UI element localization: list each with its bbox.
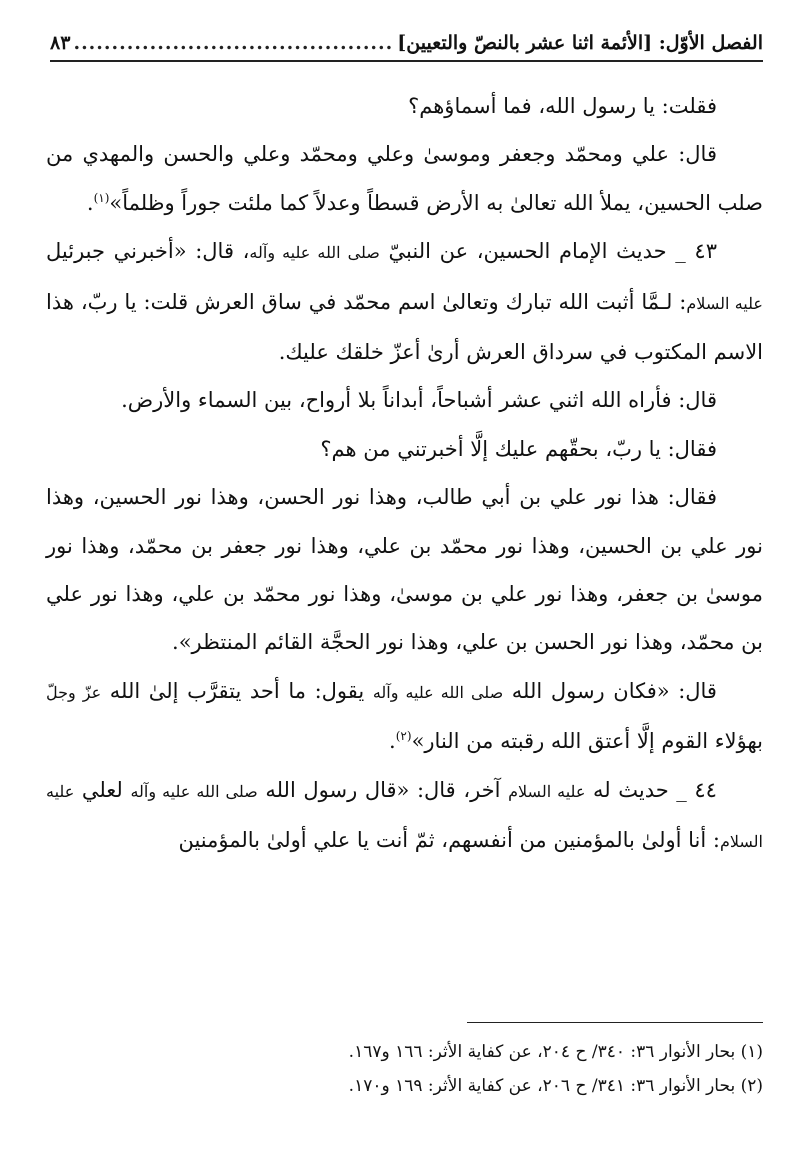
chapter-title: الفصل الأوّل: [الأئمة اثنا عشر بالنصّ والتعيين] xyxy=(397,32,763,54)
text-run: فقلت: يا رسول الله، فما أسماؤهم؟ xyxy=(408,94,717,118)
text-run: : لـمَّا أثبت الله تبارك وتعالىٰ اسم محمّد في ساق العرش قلت: يا ربّ، هذا الاسم المكتوب في سرداق العرش أرىٰ أعزّ خلقك عليك. xyxy=(46,289,763,365)
paragraph xyxy=(46,82,763,130)
main-text xyxy=(46,82,763,867)
text-run: فقال: هذا نور علي بن أبي طالب، وهذا نور الحسن، وهذا نور الحسين، وهذا نور علي بن الحسين، وهذا نور محمّد بن علي، وهذا نور جعفر بن محمّد، وهذا نور موسىٰ بن جعفر، وهذا نور علي بن موسىٰ، وهذا نور محمّد بن علي، وهذا نور علي بن محمّد، وهذا نور الحسن بن علي، وهذا نور الحجَّة القائم المنتظر». xyxy=(46,485,763,655)
footnote-separator xyxy=(467,1022,763,1023)
text-run: فقال: يا ربّ، بحقّهم عليك إلَّا أخبرتني من هم؟ xyxy=(320,436,717,461)
text-run: ٤٤ _ حديث له xyxy=(593,777,717,802)
paragraph xyxy=(46,425,763,473)
running-header xyxy=(50,26,763,62)
honorific-prophet: صلى الله عليه وآله xyxy=(130,781,258,801)
text-run: قال: فأراه الله اثني عشر أشباحاً، أبداناً بلا أرواح، بين السماء والأرض. xyxy=(121,388,717,413)
text-run: قال: علي ومحمّد وجعفر وموسىٰ وعلي ومحمّد وعلي والحسن والمهدي من صلب الحسين، يملأ الله تعالىٰ به الأرض قسطاً وعدلاً كما ملئت جوراً وظلماً» xyxy=(46,142,763,215)
footnotes xyxy=(46,1035,763,1103)
text-run: : أنا أولىٰ بالمؤمنين من أنفسهم، ثمّ أنت يا علي أولىٰ بالمؤمنين xyxy=(178,828,720,853)
paragraph xyxy=(46,766,763,867)
text-run: ٤٣ _ حديث الإمام الحسين، عن النبيّ xyxy=(388,239,717,264)
text-run: آخر، قال: «قال رسول الله xyxy=(265,777,501,802)
honorific-prophet: صلى الله عليه وآله xyxy=(249,243,380,263)
honorific-prophet: صلى الله عليه وآله xyxy=(372,682,504,702)
footnote: (١) بحار الأنوار ٣٦: ٣٤٠/ ح ٢٠٤، عن كفاية الأثر: ١٦٦ و١٦٧. xyxy=(348,1042,763,1062)
text-run: قال: «فكان رسول الله xyxy=(511,678,717,703)
text-run: ، قال: «أخبرني جبرئيل xyxy=(46,239,250,264)
text-run: يقول: ما أحد يتقرَّب إلىٰ الله xyxy=(109,678,365,703)
paragraph: قال: علي ومحمّد وجعفر وموسىٰ وعلي ومحمّد وعلي والحسن والمهدي من صلب الحسين، يملأ الله تعالىٰ به الأرض قسطاً وعدلاً كما ملئت جوراً وظلماً»$^{(١)}$. xyxy=(46,142,763,215)
paragraph xyxy=(46,227,763,376)
page-number: ٨٣ xyxy=(50,32,71,54)
footnote: (٢) بحار الأنوار ٣٦: ٣٤١/ ح ٢٠٦، عن كفاية الأثر: ١٦٩ و١٧٠. xyxy=(348,1076,763,1096)
text-run: بهؤلاء القوم إلَّا أعتق الله رقبته من النار» xyxy=(411,729,763,754)
paragraph: قال: «فكان رسول الله صلى الله عليه وآله يقول: ما أحد يتقرَّب إلىٰ الله عزّ وجلّ بهؤلاء القوم إلَّا أعتق الله رقبته من النار»$^{(٢)}$. xyxy=(46,678,763,754)
leader-dots xyxy=(74,26,393,60)
paragraph xyxy=(46,376,763,424)
paragraph xyxy=(46,473,763,667)
footnote-ref[interactable]: (١) xyxy=(93,190,110,205)
honorific-imam: عليه السلام xyxy=(686,293,763,313)
honorific-god: عزّ وجلّ xyxy=(46,682,102,702)
honorific-imam: عليه السلام xyxy=(46,781,763,852)
footnote-ref[interactable]: (٢) xyxy=(395,729,412,744)
text-run: لعلي xyxy=(81,777,123,802)
honorific-imam: عليه السلام xyxy=(508,781,586,801)
